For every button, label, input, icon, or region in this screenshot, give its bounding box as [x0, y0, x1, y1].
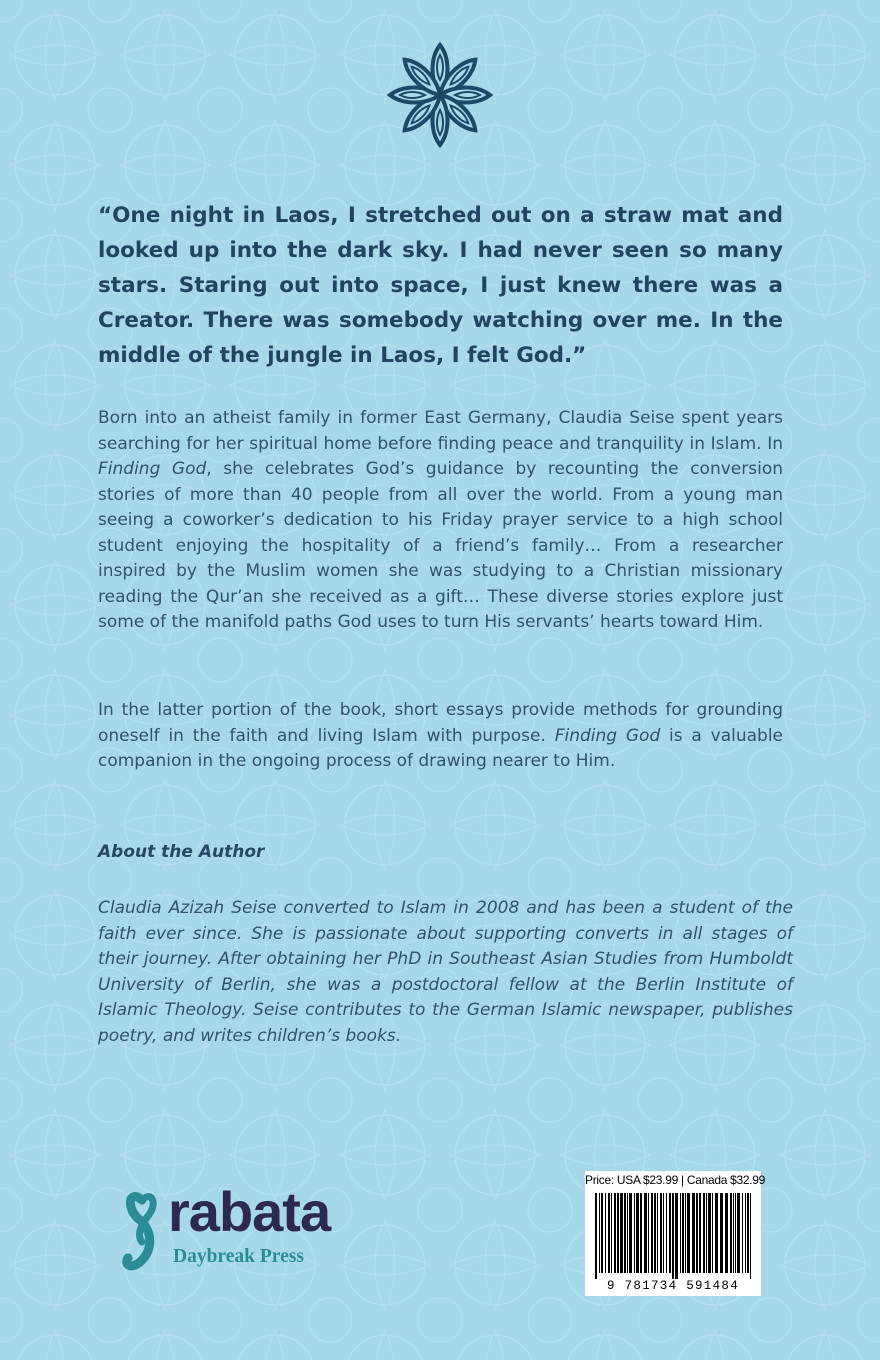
barcode-bar: [699, 1193, 701, 1273]
barcode-bar: [745, 1193, 746, 1273]
barcode-bar: [651, 1193, 653, 1273]
barcode-bar: [636, 1193, 639, 1273]
barcode-bar: [737, 1193, 740, 1273]
barcode-bar: [648, 1193, 649, 1273]
isbn-number: 9 781734 591484: [606, 1279, 740, 1293]
description-text: , she celebrates God’s guidance by recounting the conversion stories of more than 40 people from all over the world. From a young man seeing a coworker’s dedication to his Friday prayer service to a high school student enjoying the hospitality of a friend’s family… From a researcher inspired by the Muslim women she was studying to a Christian missionary reading the Qur’an she received as a gift… These diverse stories explore just some of the manifold paths God uses to turn His servants’ hearts toward Him.: [98, 459, 783, 632]
book-title: Finding God: [98, 459, 207, 479]
barcode-bar: [595, 1193, 597, 1279]
barcode-bar: [712, 1193, 713, 1273]
barcode-bar: [629, 1193, 632, 1273]
barcode-bar: [692, 1193, 695, 1273]
barcode-bar: [624, 1193, 626, 1273]
description-paragraph-1: [98, 406, 783, 636]
barcode-bar: [682, 1193, 684, 1273]
rabata-ribbon-logo-icon: [118, 1180, 168, 1275]
barcode-bar: [617, 1193, 619, 1273]
barcode-bar: [620, 1193, 623, 1273]
price-label: Price: USA $23.99 | Canada $32.99: [585, 1173, 766, 1187]
pull-quote: “One night in Laos, I stretched out on a straw mat and looked up into the dark sky. I had never seen so many stars. Staring out into space, I just knew there was a Creator. There was somebody watching over me. In the middle of the jungle in Laos, I felt God.”: [98, 203, 783, 368]
eight-petal-flower-icon: [385, 40, 495, 150]
barcode-bar: [735, 1193, 736, 1273]
barcode-bar: [599, 1193, 600, 1273]
barcode-bar: [685, 1193, 686, 1273]
publisher-name: rabata: [168, 1180, 331, 1243]
description-text: In the latter portion of the book, short essays provide methods for grounding oneself in the faith and living Islam with purpose.: [98, 700, 783, 746]
barcode-bar: [696, 1193, 698, 1273]
barcode-bar: [725, 1193, 728, 1273]
barcode-bar: [605, 1193, 606, 1273]
about-author-heading: About the Author: [98, 842, 265, 862]
barcode-bar: [657, 1193, 658, 1273]
barcode-bar: [733, 1193, 734, 1273]
barcode-bar: [680, 1193, 681, 1273]
barcode-bar: [672, 1193, 674, 1279]
barcode-bar: [747, 1193, 749, 1273]
barcode-bar: [675, 1193, 678, 1279]
barcode-bar: [644, 1193, 647, 1273]
barcode-bar: [669, 1193, 671, 1273]
publisher-logo: [118, 1180, 358, 1275]
barcode-bar: [614, 1193, 616, 1273]
barcode-bar: [666, 1193, 667, 1273]
barcode-bar: [703, 1193, 705, 1273]
book-title: Finding God: [554, 725, 661, 746]
barcode-bars: [595, 1193, 753, 1279]
description-paragraph-2: [98, 698, 783, 775]
about-author-bio: Claudia Azizah Seise converted to Islam in 2008 and has been a student of the faith ever since. She is passionate about supporting converts in all stages of their journey. After obtaining her PhD in Southeast Asian Studies from Humboldt University of Berlin, she was a postdoctoral fellow at the Berlin Institute of Islamic Theology. Seise contributes to the German Islamic newspaper, publishes poetry, and writes children’s books.: [98, 898, 793, 1046]
barcode-bar: [750, 1193, 751, 1279]
barcode-bar: [654, 1193, 656, 1273]
barcode-bar: [601, 1193, 603, 1273]
publisher-imprint: Daybreak Press: [173, 1246, 304, 1267]
barcode-bar: [660, 1193, 662, 1273]
barcode-bar: [687, 1193, 690, 1273]
barcode-bar: [611, 1193, 612, 1273]
description-text: is a valuable companion in the ongoing process of drawing nearer to Him.: [98, 725, 784, 771]
description-text: Born into an atheist family in former East Germany, Claudia Seise spent years searching for her spiritual home before finding peace and tranquility in Islam. In: [98, 408, 783, 454]
barcode-box: [585, 1171, 766, 1296]
barcode-bar: [742, 1193, 743, 1273]
barcode-bar: [730, 1193, 732, 1273]
barcode-bar: [715, 1193, 718, 1273]
barcode-bar: [608, 1193, 610, 1273]
barcode-bar: [634, 1193, 635, 1273]
barcode-bar: [627, 1193, 628, 1273]
barcode-bar: [708, 1193, 711, 1273]
barcode-bar: [706, 1193, 707, 1273]
barcode-bar: [663, 1193, 664, 1273]
barcode-bar: [640, 1193, 642, 1273]
barcode-bar: [720, 1193, 723, 1273]
